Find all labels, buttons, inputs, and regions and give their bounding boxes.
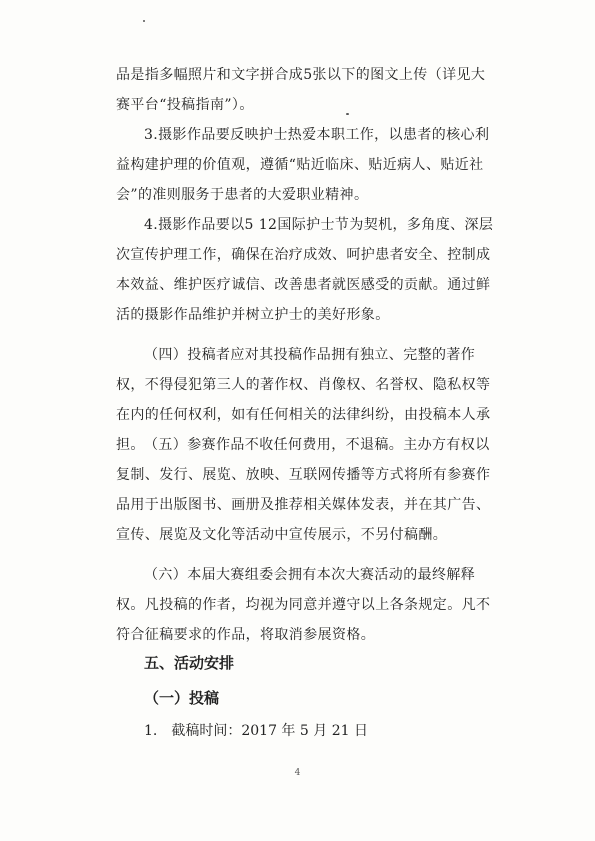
section-heading: 五、活动安排 — [144, 654, 235, 672]
sub-heading: （一）投稿 — [144, 689, 220, 707]
paragraph-photo-format: 品是指多幅照片和文字拼合成5张以下的图文上传（详见大赛平台“投稿指南”）。 — [116, 67, 486, 113]
page-number: 4 — [294, 768, 301, 778]
paragraph-requirement-3: 3.摄影作品要反映护士热爱本职工作，以患者的核心利益构建护理的价值观，遵循“贴近临床、贴近病人、贴近社会”的准则服务于患者的大爱职业精神。 — [116, 127, 490, 203]
deadline-item: 1. 截稿时间：2017 年 5 月 21 日 — [144, 723, 368, 739]
paragraph-copyright: （四）投稿者应对其投稿作品拥有独立、完整的著作权，不得侵犯第三人的著作权、肖像权、名誉权、隐私权等在内的任何权利，如有任何相关的法律纠纷，由投稿本人承担。 — [116, 347, 491, 453]
paragraph-fees: （五）参赛作品不收任何费用，不退稿。主办方有权以复制、发行、展览、放映、互联网传播等方式将所有参赛作品用于出版图书、画册及推荐相关媒体发表，并在其广告、宣传、展览及文化等活动中宣传展示，不另付稿酬。 — [116, 437, 491, 543]
paragraph-requirement-4: 4.摄影作品要以5 12国际护士节为契机，多角度、深层次宣传护理工作，确保在治疗成效、呵护患者安全、控制成本效益、维护医疗诚信、改善患者就医感受的贡献。通过鲜活的摄影作品维护并树立护士的美好形象。 — [116, 217, 494, 323]
scan-speck — [143, 20, 145, 22]
paragraph-interpretation: （六）本届大赛组委会拥有本次大赛活动的最终解释权。凡投稿的作者，均视为同意并遵守以上各条规定。凡不符合征稿要求的作品，将取消参展资格。 — [116, 567, 491, 643]
